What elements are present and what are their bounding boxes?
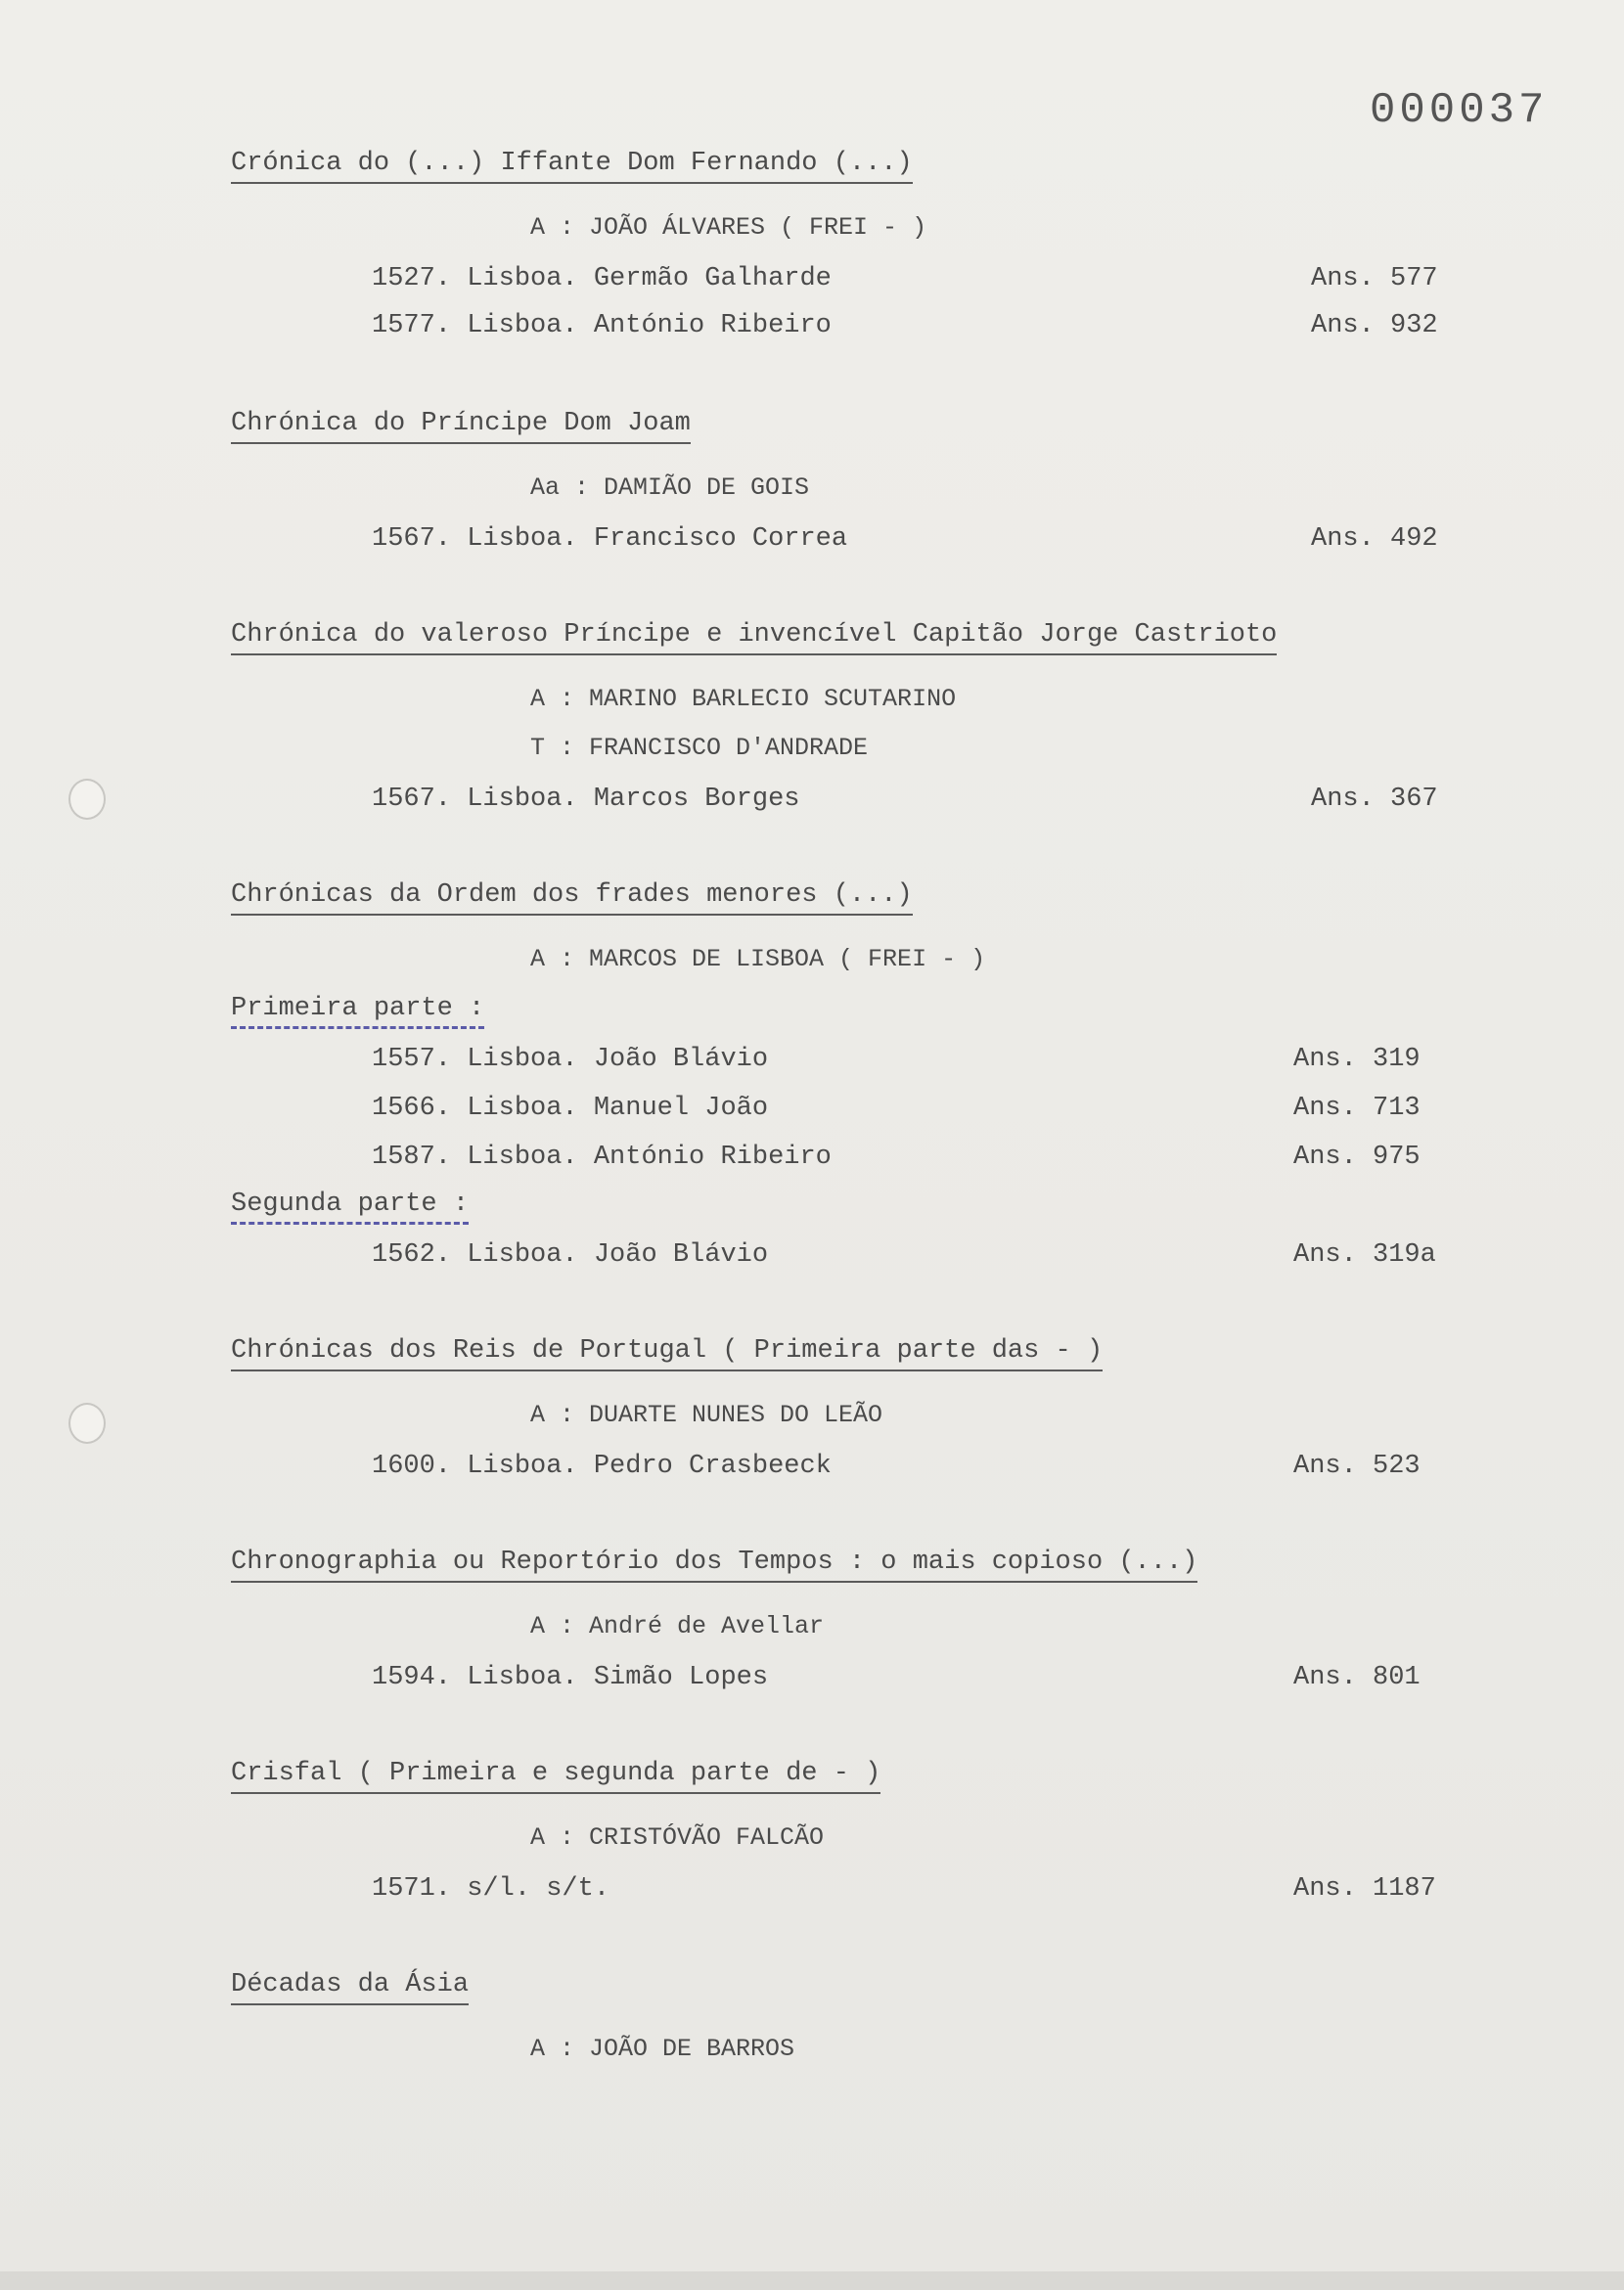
ans-reference: Ans. 577 <box>1311 264 1438 293</box>
author-line: A : André de Avellar <box>530 1612 825 1640</box>
ans-reference: Ans. 975 <box>1293 1143 1421 1172</box>
imprint-line: 1562. Lisboa. João Blávio <box>372 1240 769 1270</box>
entry-title: Chrónica do valeroso Príncipe e invencível Capitão Jorge Castrioto <box>231 620 1277 655</box>
entry-title: Crónica do (...) Iffante Dom Fernando (...) <box>231 149 913 184</box>
entry-title: Crisfal ( Primeira e segunda parte de - ) <box>231 1759 880 1794</box>
imprint-line: 1587. Lisboa. António Ribeiro <box>372 1143 832 1172</box>
entry-title: Chronographia ou Reportório dos Tempos : o mais copioso (...) <box>231 1548 1197 1583</box>
ans-reference: Ans. 319a <box>1293 1240 1436 1270</box>
entry-title: Chrónica do Príncipe Dom Joam <box>231 409 691 444</box>
imprint-line: 1567. Lisboa. Francisco Correa <box>372 524 848 554</box>
imprint-line: 1594. Lisboa. Simão Lopes <box>372 1663 769 1692</box>
imprint-line: 1567. Lisboa. Marcos Borges <box>372 785 800 814</box>
entry-title: Chrónicas da Ordem dos frades menores (...) <box>231 880 913 916</box>
document-number: 000037 <box>1370 86 1549 135</box>
entry-title: Chrónicas dos Reis de Portugal ( Primeira parte das - ) <box>231 1336 1103 1371</box>
ans-reference: Ans. 801 <box>1293 1663 1421 1692</box>
ans-reference: Ans. 713 <box>1293 1094 1421 1123</box>
part-label: Primeira parte : <box>231 994 484 1029</box>
imprint-line: 1566. Lisboa. Manuel João <box>372 1094 769 1123</box>
translator-line: T : FRANCISCO D'ANDRADE <box>530 734 869 762</box>
punch-hole <box>68 1403 106 1444</box>
author-line: A : MARCOS DE LISBOA ( FREI - ) <box>530 945 986 973</box>
author-line: A : JOÃO ÁLVARES ( FREI - ) <box>530 213 927 242</box>
entry-title: Décadas da Ásia <box>231 1970 469 2005</box>
imprint-line: 1571. s/l. s/t. <box>372 1874 610 1904</box>
part-label: Segunda parte : <box>231 1190 469 1225</box>
ans-reference: Ans. 492 <box>1311 524 1438 554</box>
ans-reference: Ans. 367 <box>1311 785 1438 814</box>
punch-hole <box>68 779 106 820</box>
author-line: Aa : DAMIÃO DE GOIS <box>530 473 810 502</box>
author-line: A : DUARTE NUNES DO LEÃO <box>530 1401 883 1429</box>
ans-reference: Ans. 1187 <box>1293 1874 1436 1904</box>
imprint-line: 1557. Lisboa. João Blávio <box>372 1045 769 1074</box>
imprint-line: 1577. Lisboa. António Ribeiro <box>372 311 832 340</box>
author-line: A : CRISTÓVÃO FALCÃO <box>530 1823 825 1852</box>
imprint-line: 1527. Lisboa. Germão Galharde <box>372 264 832 293</box>
ans-reference: Ans. 319 <box>1293 1045 1421 1074</box>
ans-reference: Ans. 523 <box>1293 1452 1421 1481</box>
scan-edge <box>0 2271 1624 2290</box>
ans-reference: Ans. 932 <box>1311 311 1438 340</box>
imprint-line: 1600. Lisboa. Pedro Crasbeeck <box>372 1452 832 1481</box>
author-line: A : MARINO BARLECIO SCUTARINO <box>530 685 957 713</box>
author-line: A : JOÃO DE BARROS <box>530 2035 795 2063</box>
